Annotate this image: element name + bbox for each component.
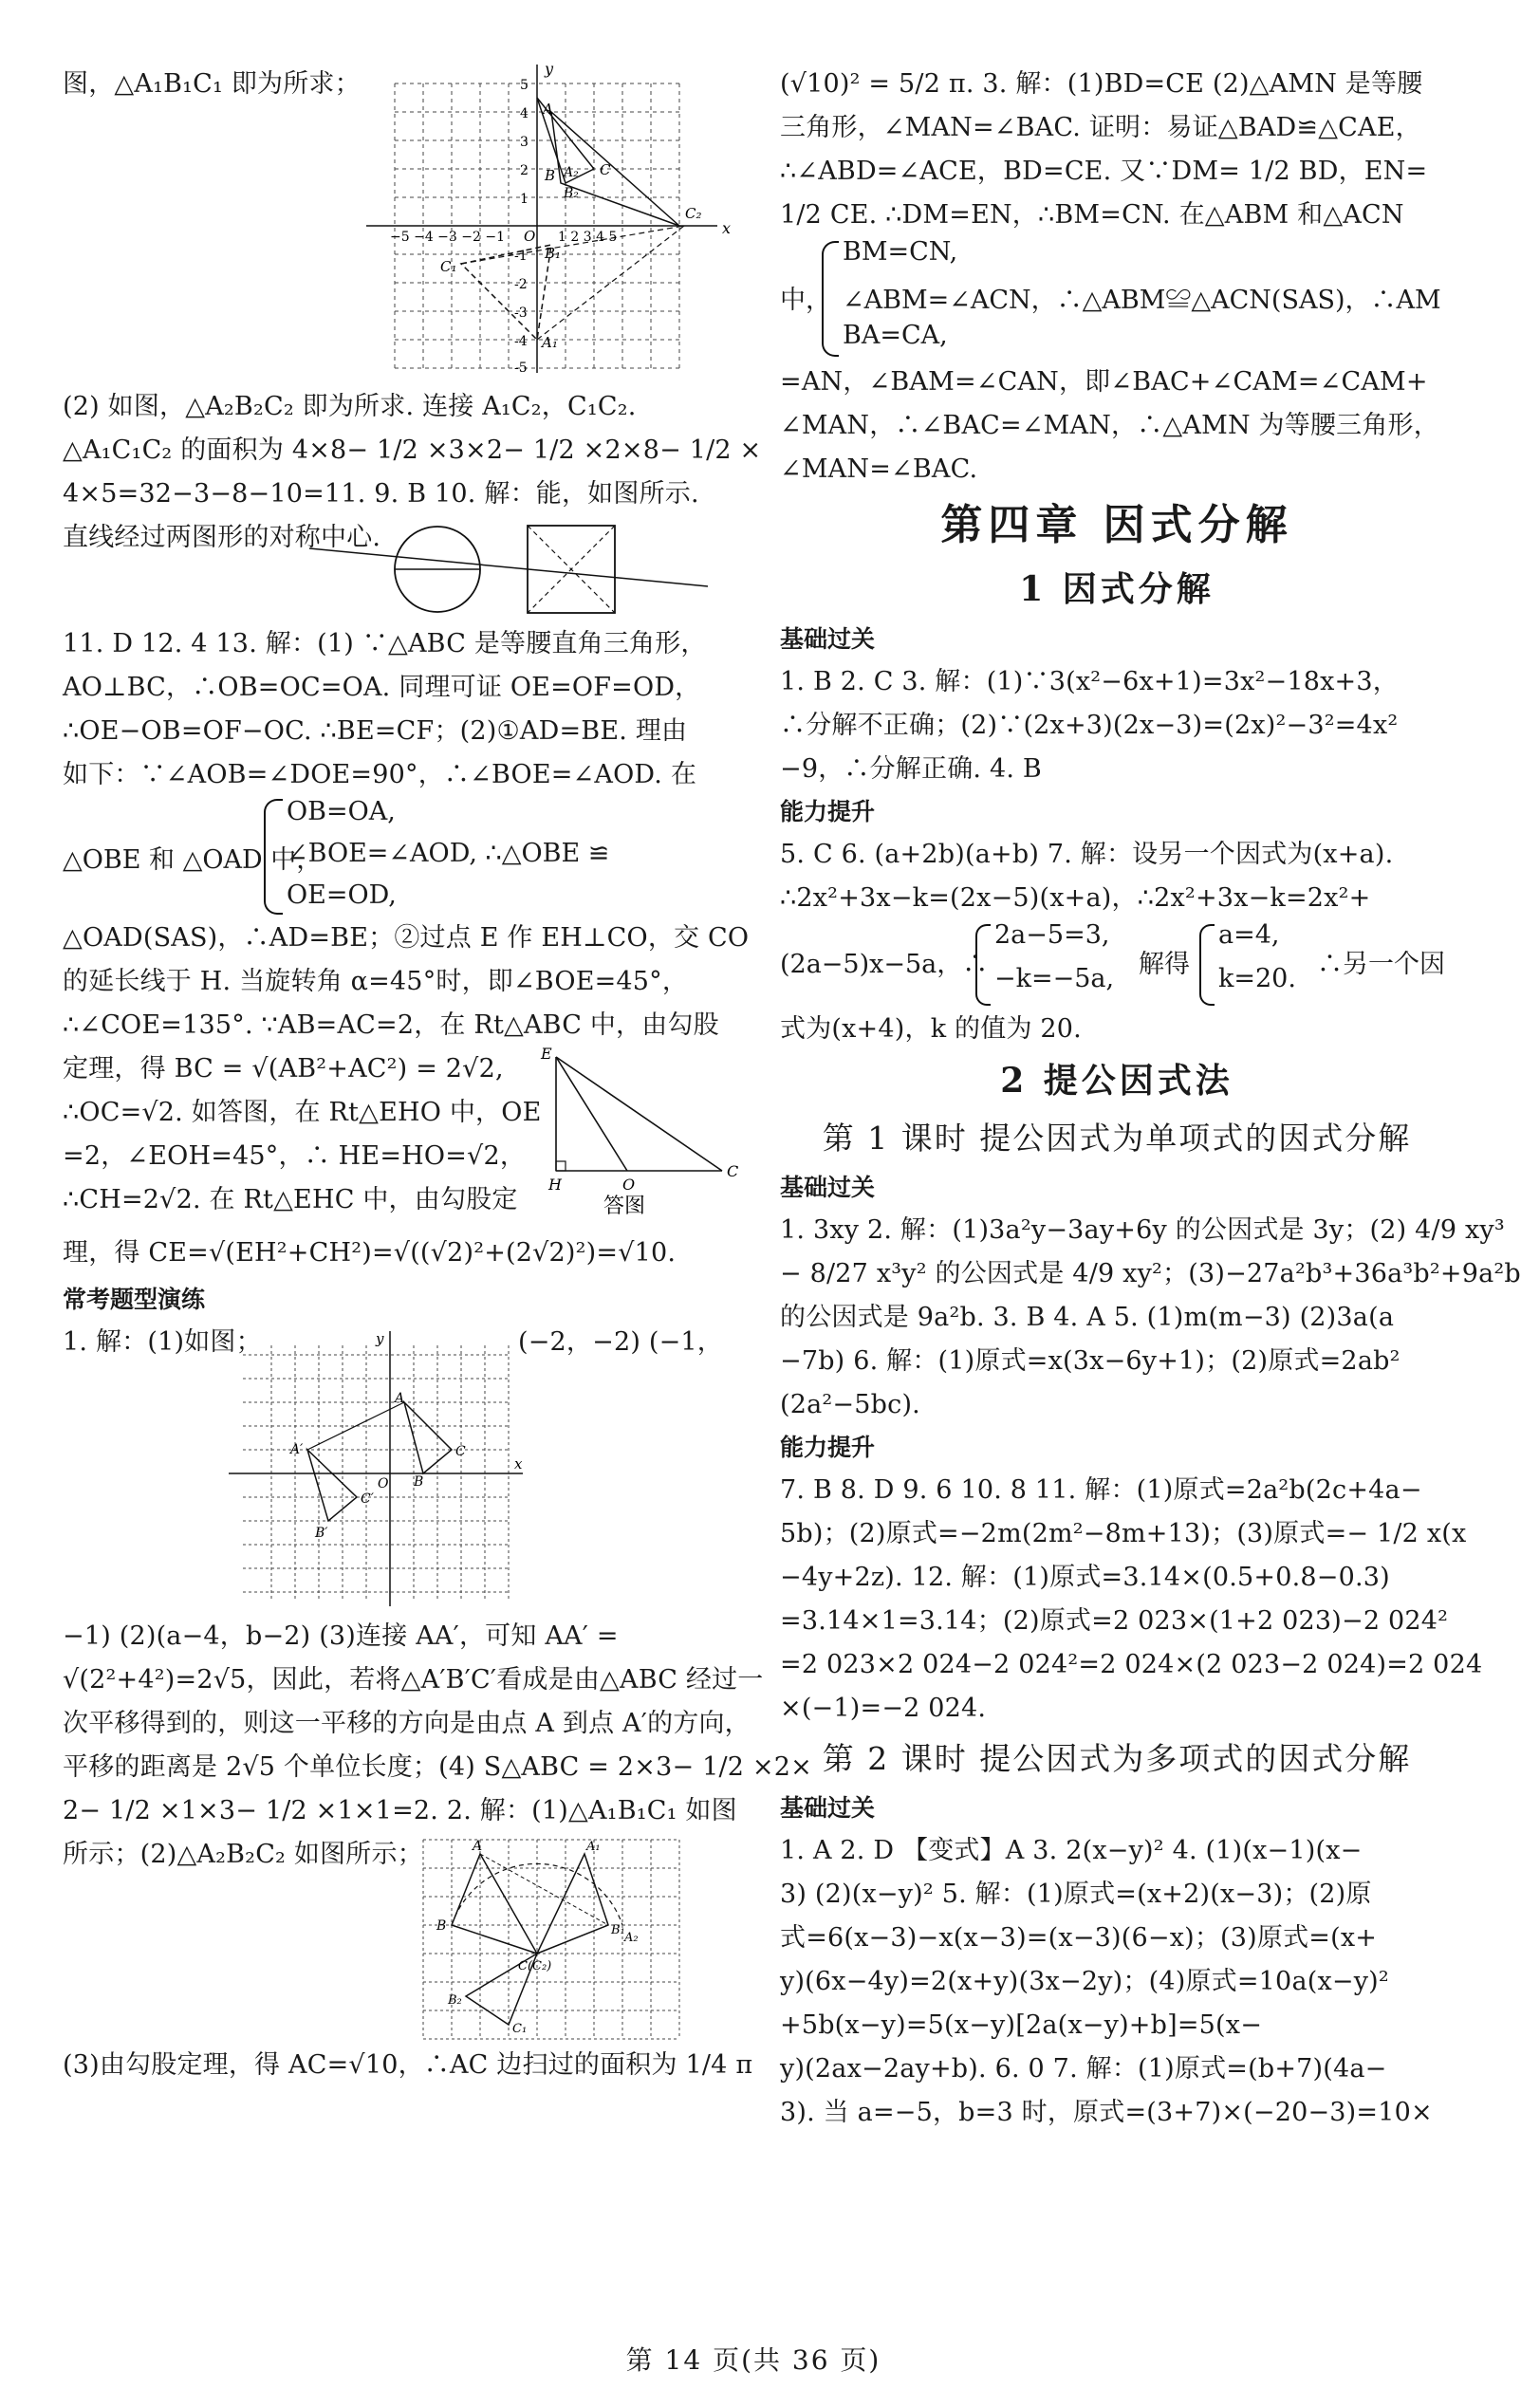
tick-label: 2 <box>520 163 529 178</box>
system-line: 2a−5=3, <box>994 920 1110 950</box>
text-line: 1/2 CE. ∴DM=EN，∴BM=CN. 在△ABM 和△ACN <box>780 200 1404 230</box>
brace-symbol <box>975 924 991 1006</box>
symmetry-figure <box>385 520 727 626</box>
text-line: 所示；(2)△A₂B₂C₂ 如图所示； <box>63 1840 423 1869</box>
problem-block-10 <box>63 516 727 622</box>
point-label: C′ <box>361 1491 374 1507</box>
tick-label: 1 2 3 4 5 <box>558 230 618 245</box>
text-line: 三角形，∠MAN=∠BAC. 证明：易证△BAD≌△CAE， <box>780 113 1421 142</box>
text-line: ∴∠COE=135°. ∵AB=AC=2，在 Rt△ABC 中，由勾股 <box>63 1010 719 1040</box>
text-line: (−2，−2) (−1， <box>518 1327 723 1357</box>
axis-label: x <box>722 219 732 237</box>
point-label: O <box>622 1176 636 1194</box>
brace-symbol <box>1199 924 1215 1006</box>
text-line: 式=6(x−3)−x(x−3)=(x−3)(6−x)；(3)原式=(x+ <box>780 1923 1378 1953</box>
text-line: −7b) 6. 解：(1)原式=x(3x−6y+1)；(2)原式=2ab² <box>780 1346 1400 1376</box>
point-label: B₁ <box>545 245 562 262</box>
tick-label: -3 <box>514 306 528 321</box>
axis-label: y <box>545 60 554 78</box>
page-footer: 第 14 页(共 36 页) <box>625 2344 881 2376</box>
tick-label: 4 <box>520 106 529 121</box>
point-label: B <box>414 1474 424 1490</box>
coordinate-grid-figure-1 <box>357 55 755 378</box>
text-line: 的延长线于 H. 当旋转角 α=45°时，即∠BOE=45°， <box>63 967 689 996</box>
system-suffix: ∴另一个因 <box>1317 950 1445 979</box>
text-line: ∴∠ABD=∠ACE，BD=CE. 又∵DM= 1/2 BD，EN= <box>780 157 1428 186</box>
brace-line: BM=CN, <box>843 237 958 267</box>
brace-line: OE=OD, <box>287 880 397 910</box>
text-line: 直线经过两图形的对称中心. <box>63 523 381 552</box>
brace-prefix: △OBE 和 △OAD 中， <box>63 845 323 875</box>
point-label: B₂ <box>448 1993 462 2008</box>
text-line: ×(−1)=−2 024. <box>780 1694 987 1723</box>
chapter-title: 第四章 因式分解 <box>940 501 1293 549</box>
section-heading: 能力提升 <box>780 798 876 825</box>
axis-label: y <box>376 1330 384 1347</box>
text-line: √(2²+4²)=2√5，因此，若将△A′B′C′看成是由△ABC 经过一 <box>63 1665 764 1695</box>
right-column <box>780 63 1521 2135</box>
text-line: =3.14×1=3.14；(2)原式=2 023×(1+2 023)−2 024² <box>780 1606 1449 1636</box>
text-line: 5. C 6. (a+2b)(a+b) 7. 解：设另一个因式为(x+a). <box>780 840 1394 869</box>
text-line: (√10)² = 5/2 π. 3. 解：(1)BD=CE (2)△AMN 是等腰 <box>780 69 1423 99</box>
brace-prefix: 中， <box>780 286 831 315</box>
text-line: y)(2ax−2ay+b). 6. 0 7. 解：(1)原式=(b+7)(4a− <box>780 2054 1387 2084</box>
section-heading: 常考题型演练 <box>63 1286 206 1313</box>
point-label: B₁ <box>611 1923 625 1937</box>
text-line: 3). 当 a=−5，b=3 时，原式=(3+7)×(−20−3)=10× <box>780 2098 1433 2127</box>
brace-symbol <box>822 241 839 357</box>
text-line: − 8/27 x³y² 的公因式是 4/9 xy²；(3)−27a²b³+36a³b²+9a²b <box>780 1259 1521 1288</box>
text-line: 的公因式是 9a²b. 3. B 4. A 5. (1)m(m−3) (2)3a(a <box>780 1303 1395 1332</box>
point-label: C <box>600 161 611 178</box>
text-line: 次平移得到的，则这一平移的方向是由点 A 到点 A′的方向， <box>63 1709 751 1738</box>
system-line: a=4, <box>1218 920 1280 950</box>
lesson-title: 2 提公因式法 <box>1000 1061 1233 1101</box>
text-line: 1. 3xy 2. 解：(1)3a²y−3ay+6y 的公因式是 3y；(2) 4/9 xy³ <box>780 1215 1505 1245</box>
text-line: △A₁C₁C₂ 的面积为 4×8− 1/2 ×3×2− 1/2 ×2×8− 1/2 × <box>63 435 762 465</box>
text-line: ∴2x²+3x−k=(2x−5)(x+a)，∴2x²+3x−k=2x²+ <box>780 883 1371 913</box>
text-line: (2) 如图，△A₂B₂C₂ 即为所求. 连接 A₁C₂，C₁C₂. <box>63 392 637 421</box>
point-label: C <box>455 1444 466 1459</box>
tick-label: −5 −4 −3 −2 −1 <box>390 230 505 245</box>
problem-block-1 <box>63 60 732 385</box>
point-label: C₁ <box>512 2022 528 2036</box>
section-heading: 基础过关 <box>780 1794 876 1822</box>
tick-label: -5 <box>514 361 528 376</box>
tick-label: -2 <box>514 277 528 292</box>
answer-figure-triangle <box>528 1038 746 1218</box>
text-line: 平移的距离是 2√5 个单位长度；(4) S△ABC = 2×3− 1/2 ×2× <box>63 1752 812 1782</box>
tick-label: 1 <box>520 192 529 207</box>
lesson-subtitle: 第 1 课时 提公因式为单项式的因式分解 <box>822 1120 1412 1157</box>
text-line: 3) (2)(x−y)² 5. 解：(1)原式=(x+2)(x−3)；(2)原 <box>780 1880 1372 1909</box>
point-label: H <box>548 1176 562 1194</box>
lesson-title: 1 因式分解 <box>1019 569 1215 609</box>
section-heading: 能力提升 <box>780 1434 876 1461</box>
point-label: B <box>436 1918 447 1934</box>
text-line: ∴CH=2√2. 在 Rt△EHC 中，由勾股定 <box>63 1185 518 1214</box>
point-label: A₂ <box>564 165 579 180</box>
lesson-subtitle: 第 2 课时 提公因式为多项式的因式分解 <box>822 1740 1412 1777</box>
point-label: C(C₂) <box>518 1959 552 1973</box>
system-line: k=20. <box>1218 964 1296 993</box>
text-line: 1. B 2. C 3. 解：(1)∵3(x²−6x+1)=3x²−18x+3， <box>780 667 1399 696</box>
point-label: E <box>541 1045 552 1063</box>
text-line: −4y+2z). 12. 解：(1)原式=3.14×(0.5+0.8−0.3) <box>780 1563 1390 1592</box>
system-word: 解得 <box>1139 950 1190 979</box>
point-label: A <box>473 1839 483 1854</box>
text-line: 4×5=32−3−8−10=11. 9. B 10. 解：能，如图所示. <box>63 479 699 509</box>
tick-label: 5 <box>520 78 529 93</box>
text-line: 式为(x+4)，k 的值为 20. <box>780 1014 1082 1044</box>
brace-line: ∠BOE=∠AOD, ∴△OBE ≌ <box>287 839 610 868</box>
point-label: C₂ <box>685 205 702 222</box>
text-line: 如下：∵∠AOB=∠DOE=90°，∴∠BOE=∠AOD. 在 <box>63 760 697 789</box>
point-label: A <box>395 1391 405 1406</box>
section-heading: 基础过关 <box>780 625 876 653</box>
text-line: (3)由勾股定理，得 AC=√10，∴AC 边扫过的面积为 1/4 π <box>63 2050 753 2080</box>
exam-problem-1 <box>63 1321 727 1615</box>
text-line: 5b)；(2)原式=−2m(2m²−8m+13)；(3)原式=− 1/2 x(x <box>780 1519 1467 1548</box>
text-line: AO⊥BC，∴OB=OC=OA. 同理可证 OE=OF=OD， <box>63 673 701 702</box>
tick-label: 3 <box>520 135 529 150</box>
brace-system <box>63 797 727 917</box>
origin-label: O <box>524 228 536 245</box>
system-line: −k=−5a, <box>994 964 1115 993</box>
text-line: (2a²−5bc). <box>780 1390 920 1419</box>
text-line: ∴OE−OB=OF−OC. ∴BE=CF；(2)①AD=BE. 理由 <box>63 716 688 746</box>
text-line: ∴OC=√2. 如答图，在 Rt△EHO 中，OE <box>63 1098 542 1127</box>
text-line: 定理，得 BC = √(AB²+AC²) = 2√2, <box>63 1054 504 1084</box>
brace-system <box>780 237 1454 361</box>
text-line: −1) (2)(a−4，b−2) (3)连接 AA′，可知 AA′ = <box>63 1621 619 1651</box>
figure-caption: 答图 <box>603 1195 646 1218</box>
point-label: C₁ <box>440 258 457 275</box>
point-label: B <box>545 167 556 184</box>
text-line: +5b(x−y)=5(x−y)[2a(x−y)+b]=5(x− <box>780 2010 1263 2040</box>
text-line: 7. B 8. D 9. 6 10. 8 11. 解：(1)原式=2a²b(2c+4a− <box>780 1475 1422 1505</box>
point-label: A₁ <box>542 334 558 351</box>
text-line: =2 023×2 024−2 024²=2 024×(2 023−2 024)=2 024 <box>780 1650 1483 1679</box>
point-label: C <box>727 1162 739 1180</box>
text-line: ∠MAN=∠BAC. <box>780 454 978 484</box>
brace-line: ∠ABM=∠ACN，∴△ABM≌△ACN(SAS)，∴AM <box>843 286 1441 315</box>
problem-block-13b <box>63 1045 739 1222</box>
text-line: =AN，∠BAM=∠CAN，即∠BAC+∠CAM=∠CAM+ <box>780 367 1428 397</box>
brace-symbol <box>264 799 283 915</box>
text-line: ∴分解不正确；(2)∵(2x+3)(2x−3)=(2x)²−3²=4x² <box>780 711 1399 740</box>
brace-line: OB=OA, <box>287 797 396 826</box>
exam-problem-2 <box>63 1833 727 2044</box>
point-label: A₁ <box>586 1840 601 1854</box>
origin-label: O <box>378 1476 389 1491</box>
section-heading: 基础过关 <box>780 1174 876 1201</box>
rotation-grid-figure <box>414 1835 689 2046</box>
axis-label: x <box>514 1455 523 1473</box>
equation-system <box>780 920 1454 1008</box>
system-prefix: (2a−5)x−5a，∴ <box>780 950 989 979</box>
tick-label: -1 <box>514 249 528 264</box>
left-column <box>63 60 812 2087</box>
point-label: B′ <box>315 1526 328 1541</box>
point-label: A′ <box>290 1442 304 1457</box>
text-line: −9，∴分解正确. 4. B <box>780 754 1042 784</box>
text-line: ∠MAN，∴∠BAC=∠MAN，∴△AMN 为等腰三角形， <box>780 411 1439 440</box>
text-line: 理，得 CE=√(EH²+CH²)=√((√2)²+(2√2)²)=√10. <box>63 1238 677 1268</box>
text-line: △OAD(SAS)，∴AD=BE；②过点 E 作 EH⊥CO，交 CO <box>63 923 750 953</box>
text-line: 11. D 12. 4 13. 解：(1) ∵△ABC 是等腰直角三角形， <box>63 629 707 658</box>
brace-line: BA=CA, <box>843 321 948 350</box>
text-line: 图，△A₁B₁C₁ 即为所求； <box>63 69 361 99</box>
point-label: A <box>543 101 553 118</box>
tick-label: -4 <box>514 334 528 349</box>
coordinate-grid-figure-2 <box>224 1326 528 1611</box>
point-label: B₂ <box>564 186 579 201</box>
text-line: 2− 1/2 ×1×3− 1/2 ×1×1=2. 2. 解：(1)△A₁B₁C₁ 如图 <box>63 1796 737 1825</box>
text-line: 1. 解：(1)如图； <box>63 1327 262 1357</box>
text-line: 1. A 2. D 【变式】A 3. 2(x−y)² 4. (1)(x−1)(x− <box>780 1836 1363 1865</box>
point-label: A₂ <box>624 1931 639 1945</box>
text-line: =2，∠EOH=45°，∴ HE=HO=√2， <box>63 1141 527 1171</box>
text-line: y)(6x−4y)=2(x+y)(3x−2y)；(4)原式=10a(x−y)² <box>780 1967 1389 1996</box>
